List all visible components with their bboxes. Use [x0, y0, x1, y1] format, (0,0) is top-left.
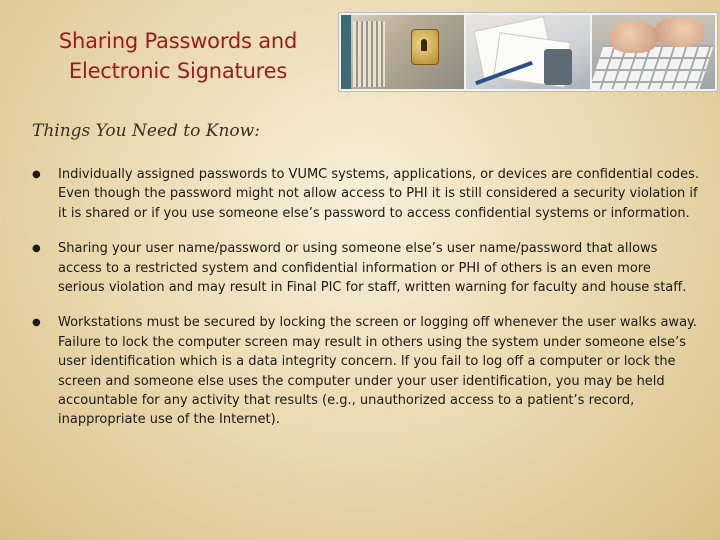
typing-keyboard-photo	[592, 15, 715, 89]
slide-title-line-1: Sharing Passwords and	[58, 29, 298, 53]
section-subtitle: Things You Need to Know:	[32, 121, 260, 141]
bullet-text: Individually assigned passwords to VUMC systems, applications, or devices are confidential codes. Even though the password might not allow access to PHI it is still considered a security violation if it is shared or if you use someone else’s password to access confidential systems or information.	[58, 167, 700, 221]
papers-desk-photo	[466, 15, 589, 89]
bullet-dot-icon: ●	[32, 317, 41, 329]
header-image-strip	[338, 12, 718, 92]
bullet-text: Workstations must be secured by locking the screen or logging off whenever the user walks away. Failure to lock the computer screen may result in others using the system under someone else’s user identification which is a data integrity concern. If you fail to log off a computer or lock the screen and someone else uses the computer under your user identification, you may be held accountable for any activity that results (e.g., unauthorized access to a patient’s record, inappropriate use of the Internet).	[58, 315, 698, 428]
bullet-item	[30, 239, 700, 297]
slide-title	[28, 26, 328, 86]
bullet-list	[30, 165, 700, 446]
locker-keyhole-photo	[341, 15, 464, 89]
bullet-dot-icon: ●	[32, 169, 41, 180]
slide-title-line-2: Electronic Signatures	[68, 59, 288, 83]
bullet-item	[30, 165, 700, 223]
bullet-text: Sharing your user name/password or using someone else’s user name/password that allows access to a restricted system and confidential information or PHI of others is an even more serious violation and may result in Final PIC for staff, written warning for faculty and house staff.	[58, 241, 687, 296]
bullet-item	[30, 313, 700, 429]
bullet-dot-icon: ●	[32, 243, 41, 255]
